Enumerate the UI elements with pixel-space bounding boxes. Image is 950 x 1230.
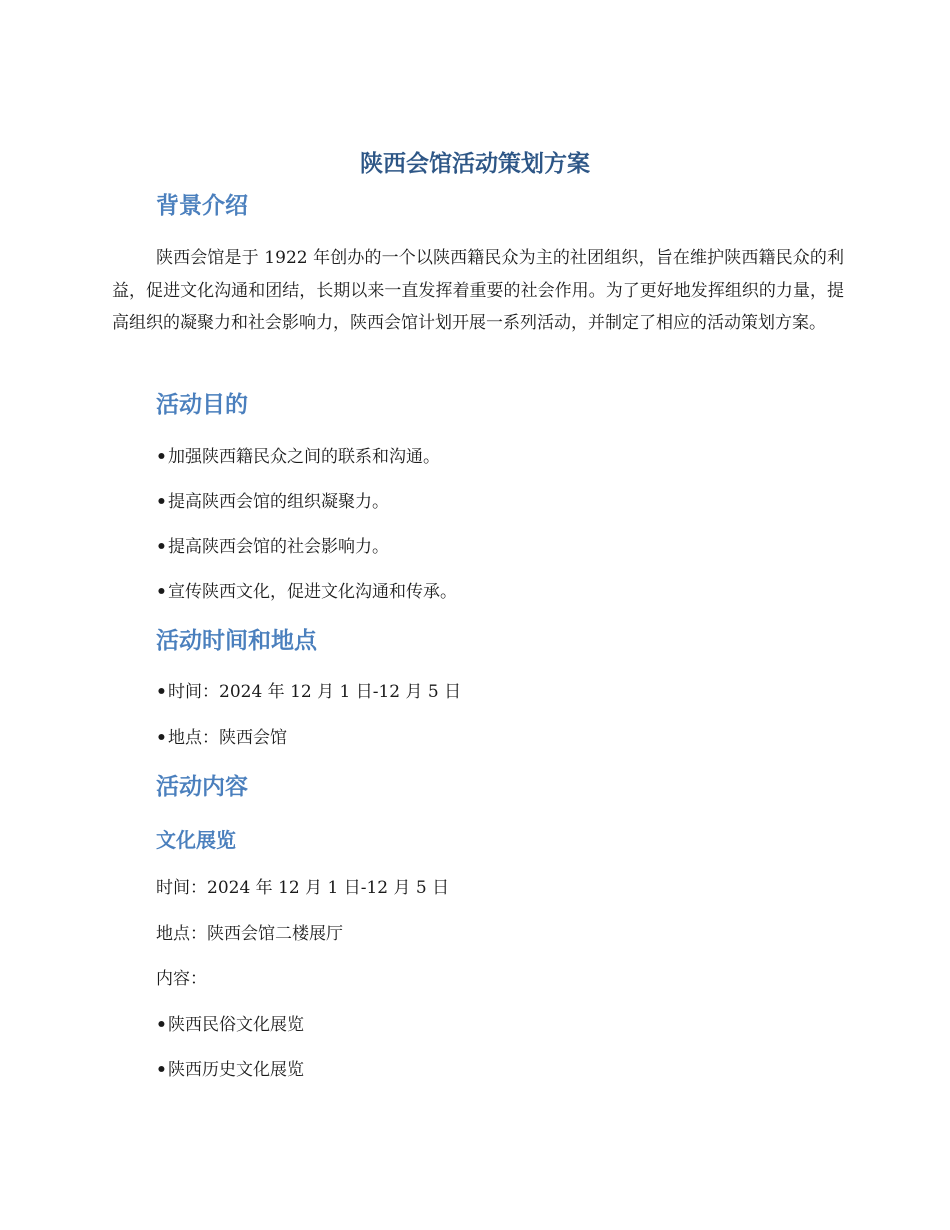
document-title: 陕西会馆活动策划方案 <box>360 151 590 177</box>
section-heading-content: 活动内容 <box>156 774 248 800</box>
purpose-item-3: 提高陕西会馆的社会影响力。 <box>168 537 389 557</box>
list-item <box>156 535 389 559</box>
bullet-icon: • <box>156 492 167 512</box>
bullet-icon: • <box>156 728 167 748</box>
bullet-icon: • <box>156 1060 167 1080</box>
purpose-item-2: 提高陕西会馆的组织凝聚力。 <box>168 492 389 512</box>
background-paragraph: 陕西会馆是于 1922 年创办的一个以陕西籍民众为主的社团组织，旨在维护陕西籍民众的利益，促进文化沟通和团结，长期以来一直发挥着重要的社会作用。为了更好地发挥组织的力量，提高组织的凝聚力和社会影响力，陕西会馆计划开展一系列活动，并制定了相应的活动策划方案。 <box>112 248 844 333</box>
list-item <box>156 490 389 514</box>
exhibition-time: 时间：2024 年 12 月 1 日-12 月 5 日 <box>156 878 450 898</box>
place-item: 地点：陕西会馆 <box>168 728 287 748</box>
section-heading-time-place: 活动时间和地点 <box>156 628 317 654</box>
bullet-icon: • <box>156 537 167 557</box>
bullet-icon: • <box>156 682 167 702</box>
bullet-icon: • <box>156 1015 167 1035</box>
purpose-item-4: 宣传陕西文化，促进文化沟通和传承。 <box>168 582 457 602</box>
exhibition-item-2: 陕西历史文化展览 <box>168 1060 304 1080</box>
exhibition-content-label: 内容： <box>156 969 207 989</box>
list-item <box>156 1058 304 1082</box>
list-item <box>156 445 440 469</box>
section-heading-background: 背景介绍 <box>156 193 248 219</box>
list-item <box>156 580 457 604</box>
bullet-icon: • <box>156 582 167 602</box>
exhibition-place: 地点：陕西会馆二楼展厅 <box>156 924 343 944</box>
section-heading-purpose: 活动目的 <box>156 392 248 418</box>
exhibition-item-1: 陕西民俗文化展览 <box>168 1015 304 1035</box>
subsection-heading-exhibition: 文化展览 <box>156 828 236 852</box>
purpose-item-1: 加强陕西籍民众之间的联系和沟通。 <box>168 447 440 467</box>
bullet-icon: • <box>156 447 167 467</box>
list-item <box>156 1013 304 1037</box>
time-item: 时间：2024 年 12 月 1 日-12 月 5 日 <box>168 682 462 702</box>
list-item <box>156 680 461 704</box>
list-item <box>156 726 287 750</box>
